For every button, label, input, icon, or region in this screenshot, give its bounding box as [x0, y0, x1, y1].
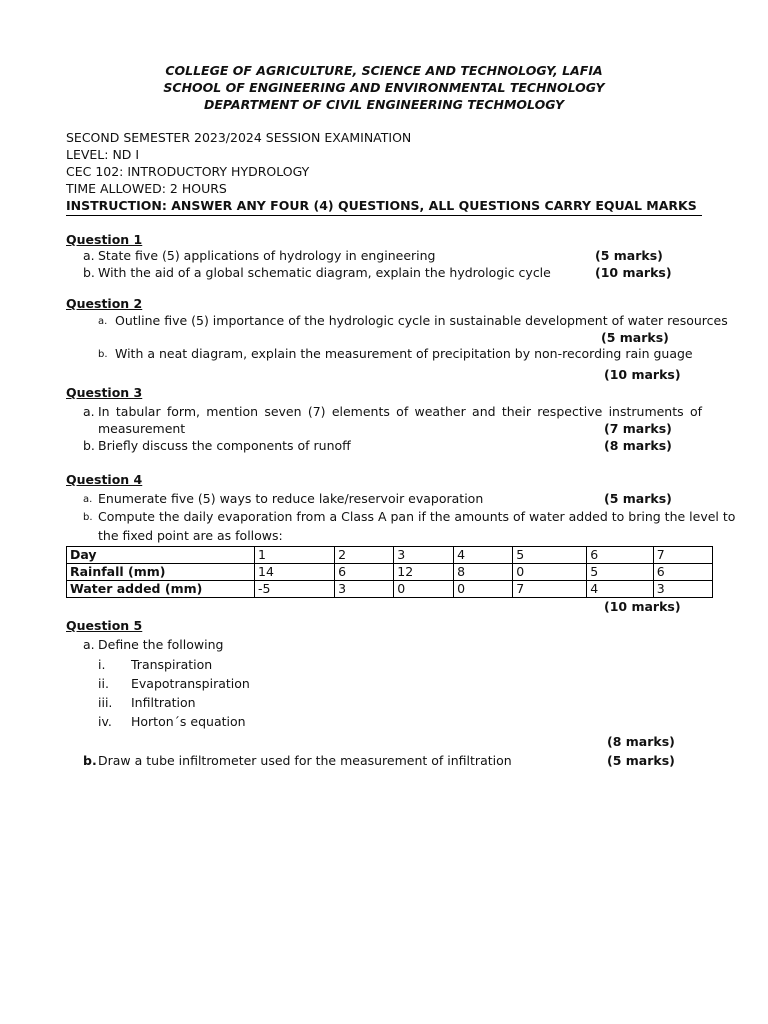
q4-a-text: Enumerate five (5) ways to reduce lake/reservoir evaporation [98, 491, 484, 506]
table-cell: 3 [653, 581, 712, 598]
table-row [67, 581, 713, 598]
q2-a-label: a. [98, 316, 108, 327]
school-name: SCHOOL OF ENGINEERING AND ENVIRONMENTAL TECHNOLOGY [163, 80, 605, 95]
table-cell: 3 [335, 581, 394, 598]
q5-b-label: b. [83, 753, 97, 768]
q5-item-4-text: Horton´s equation [131, 714, 246, 729]
question-2-title: Question 2 [66, 296, 143, 311]
q5-b-marks: (5 marks) [607, 753, 675, 768]
q5-a-marks: (8 marks) [607, 734, 675, 749]
q4-b-marks: (10 marks) [604, 599, 681, 614]
question-4-title: Question 4 [66, 472, 143, 487]
table-cell: 4 [454, 547, 513, 564]
course-line: CEC 102: INTRODUCTORY HYDROLOGY [66, 164, 310, 179]
q4-a-label: a. [83, 494, 93, 505]
q4-b-text-line2: the fixed point are as follows: [98, 528, 283, 543]
table-row-header: Day [67, 547, 255, 564]
q3-b-marks: (8 marks) [604, 438, 672, 453]
q1-a-label: a. [83, 248, 95, 263]
table-cell: 3 [394, 547, 454, 564]
q3-a-text-line2: measurement [98, 421, 186, 436]
q1-b-label: b. [83, 265, 95, 280]
q1-a-marks: (5 marks) [595, 248, 663, 263]
table-cell: 2 [335, 547, 394, 564]
table-cell: 4 [587, 581, 654, 598]
q5-item-1-text: Transpiration [131, 657, 213, 672]
table-cell: 6 [653, 564, 712, 581]
table-row [67, 564, 713, 581]
document-header [0, 62, 768, 113]
q2-a-text: Outline five (5) importance of the hydrologic cycle in sustainable development of water resources [115, 313, 728, 328]
q2-b-marks: (10 marks) [604, 367, 681, 382]
q1-a-text: State five (5) applications of hydrology in engineering [98, 248, 436, 263]
q4-b-text-line1: Compute the daily evaporation from a Class A pan if the amounts of water added to bring the level to [98, 509, 736, 524]
q3-b-text: Briefly discuss the components of runoff [98, 438, 351, 453]
q5-item-2-number: ii. [98, 676, 109, 691]
table-cell: 0 [513, 564, 587, 581]
table-cell: 5 [513, 547, 587, 564]
q5-item-1-number: i. [98, 657, 106, 672]
evaporation-table-body [67, 547, 713, 598]
table-cell: 0 [454, 581, 513, 598]
q4-a-marks: (5 marks) [604, 491, 672, 506]
table-cell: 12 [394, 564, 454, 581]
table-cell: 6 [587, 547, 654, 564]
q3-a-label: a. [83, 404, 95, 419]
table-cell: 6 [335, 564, 394, 581]
q5-a-label: a. [83, 637, 95, 652]
table-row [67, 547, 713, 564]
college-name: COLLEGE OF AGRICULTURE, SCIENCE AND TECHNOLOGY, LAFIA [165, 63, 603, 78]
q4-b-label: b. [83, 512, 93, 523]
table-cell: 7 [653, 547, 712, 564]
q5-item-3-text: Infiltration [131, 695, 196, 710]
table-cell: 14 [255, 564, 335, 581]
semester-line: SECOND SEMESTER 2023/2024 SESSION EXAMINATION [66, 130, 412, 145]
q3-b-label: b. [83, 438, 95, 453]
table-cell: 0 [394, 581, 454, 598]
table-cell: 7 [513, 581, 587, 598]
q5-item-2-text: Evapotranspiration [131, 676, 250, 691]
time-line: TIME ALLOWED: 2 HOURS [66, 181, 227, 196]
question-1-title: Question 1 [66, 232, 143, 247]
level-line: LEVEL: ND I [66, 147, 140, 162]
q3-a-text-line1: In tabular form, mention seven (7) elements of weather and their respective instruments of [98, 404, 702, 419]
table-row-header: Rainfall (mm) [67, 564, 255, 581]
q5-item-3-number: iii. [98, 695, 113, 710]
q5-item-4-number: iv. [98, 714, 112, 729]
table-row-header: Water added (mm) [67, 581, 255, 598]
table-cell: 8 [454, 564, 513, 581]
table-cell: -5 [255, 581, 335, 598]
exam-info [66, 129, 702, 216]
table-cell: 5 [587, 564, 654, 581]
q3-a-marks: (7 marks) [604, 421, 672, 436]
q5-a-text: Define the following [98, 637, 224, 652]
q2-b-text: With a neat diagram, explain the measurement of precipitation by non-recording rain guage [115, 346, 693, 361]
department-name: DEPARTMENT OF CIVIL ENGINEERING TECHMOLOGY [203, 97, 564, 112]
q2-a-marks: (5 marks) [601, 330, 669, 345]
instruction-line: INSTRUCTION: ANSWER ANY FOUR (4) QUESTIONS, ALL QUESTIONS CARRY EQUAL MARKS [66, 197, 702, 216]
q2-b-label: b. [98, 349, 108, 360]
question-3-title: Question 3 [66, 385, 143, 400]
question-5-title: Question 5 [66, 618, 143, 633]
evaporation-data-table [66, 546, 713, 598]
q1-b-text: With the aid of a global schematic diagram, explain the hydrologic cycle [98, 265, 551, 280]
table-cell: 1 [255, 547, 335, 564]
q5-b-text: Draw a tube infiltrometer used for the measurement of infiltration [98, 753, 512, 768]
q1-b-marks: (10 marks) [595, 265, 672, 280]
